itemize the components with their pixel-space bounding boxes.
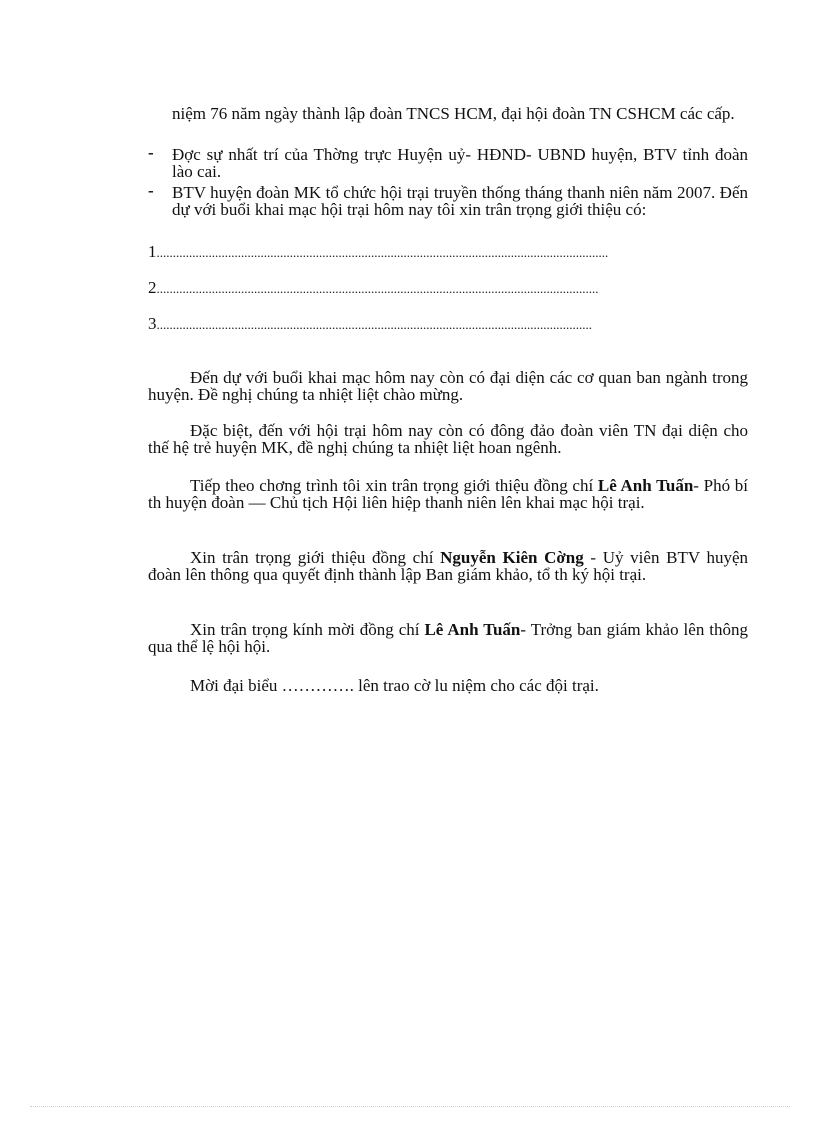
bullet-dash-icon: -	[148, 143, 154, 162]
numbered-blank-line-3	[148, 315, 592, 333]
bullet-item-agreement	[148, 143, 748, 181]
numbered-blank-line-2	[148, 279, 599, 297]
text-run: - Trởng ban giám khảo lên thông qua thể lệ hội hội.	[148, 620, 749, 656]
bullet-item-camp-organization	[148, 181, 748, 219]
paragraph-jury-rules	[148, 621, 748, 655]
bullet-dash-icon: -	[148, 181, 154, 200]
text-run: Xin trân trọng kính mời đồng chí	[190, 620, 425, 639]
person-name: Lê Anh Tuấn	[424, 620, 521, 639]
dotted-fill: ...........................................................................................................................................	[156, 245, 609, 260]
person-name: Lê Anh Tuấn	[597, 476, 694, 495]
text-run: Xin trân trọng giới thiệu đồng chí	[190, 548, 441, 567]
bullet-text: BTV huyện đoàn MK tổ chức hội trại truyền thống tháng thanh niên năm 2007. Đến dự với buổi khai mạc hội trại hôm nay tôi xin trân trọng giới thiệu có:	[172, 183, 748, 219]
paragraph-jury-decision	[148, 549, 748, 583]
text-run: - Phó bí th huyện đoàn — Chủ tịch Hội liên hiệp thanh niên lên khai mạc hội trại.	[148, 476, 748, 512]
paragraph-opening-speaker	[148, 477, 748, 511]
numbered-blank-line-1	[148, 243, 608, 261]
dotted-fill: ........................................................................................................................................	[156, 281, 599, 296]
paragraph-flag-presentation: Mời đại biểu …………. lên trao cờ lu niệm cho các đội trại.	[190, 676, 599, 695]
bullet-text: Đợc sự nhất trí của Thờng trực Huyện uỷ- HĐND- UBND huyện, BTV tỉnh đoàn lào cai.	[172, 145, 748, 181]
page-bottom-divider	[30, 1106, 790, 1107]
dotted-fill: ......................................................................................................................................	[156, 317, 592, 332]
paragraph-youth-welcome: Đặc biệt, đến với hội trại hôm nay còn có đông đảo đoàn viên TN đại diện cho thế hệ trẻ huyện MK, đề nghị chúng ta nhiệt liệt hoan ngênh.	[148, 421, 748, 457]
line-number: 2	[148, 279, 157, 297]
paragraph-agencies-welcome: Đến dự với buổi khai mạc hôm nay còn có đại diện các cơ quan ban ngành trong huyện. Đề nghị chúng ta nhiệt liệt chào mừng.	[148, 368, 748, 404]
bullet-list	[148, 143, 748, 222]
line-number: 3	[148, 315, 157, 333]
line-number: 1	[148, 243, 157, 261]
opening-continuation: niệm 76 năm ngày thành lập đoàn TNCS HCM, đại hội đoàn TN CSHCM các cấp.	[172, 104, 735, 123]
text-run: - Uỷ viên BTV huyện đoàn lên thông qua quyết định thành lập Ban giám khảo, tổ th ký hội trại.	[148, 548, 748, 584]
person-name: Nguyễn Kiên Cờng	[440, 548, 584, 567]
text-run: Tiếp theo chơng trình tôi xin trân trọng giới thiệu đồng chí	[190, 476, 598, 495]
